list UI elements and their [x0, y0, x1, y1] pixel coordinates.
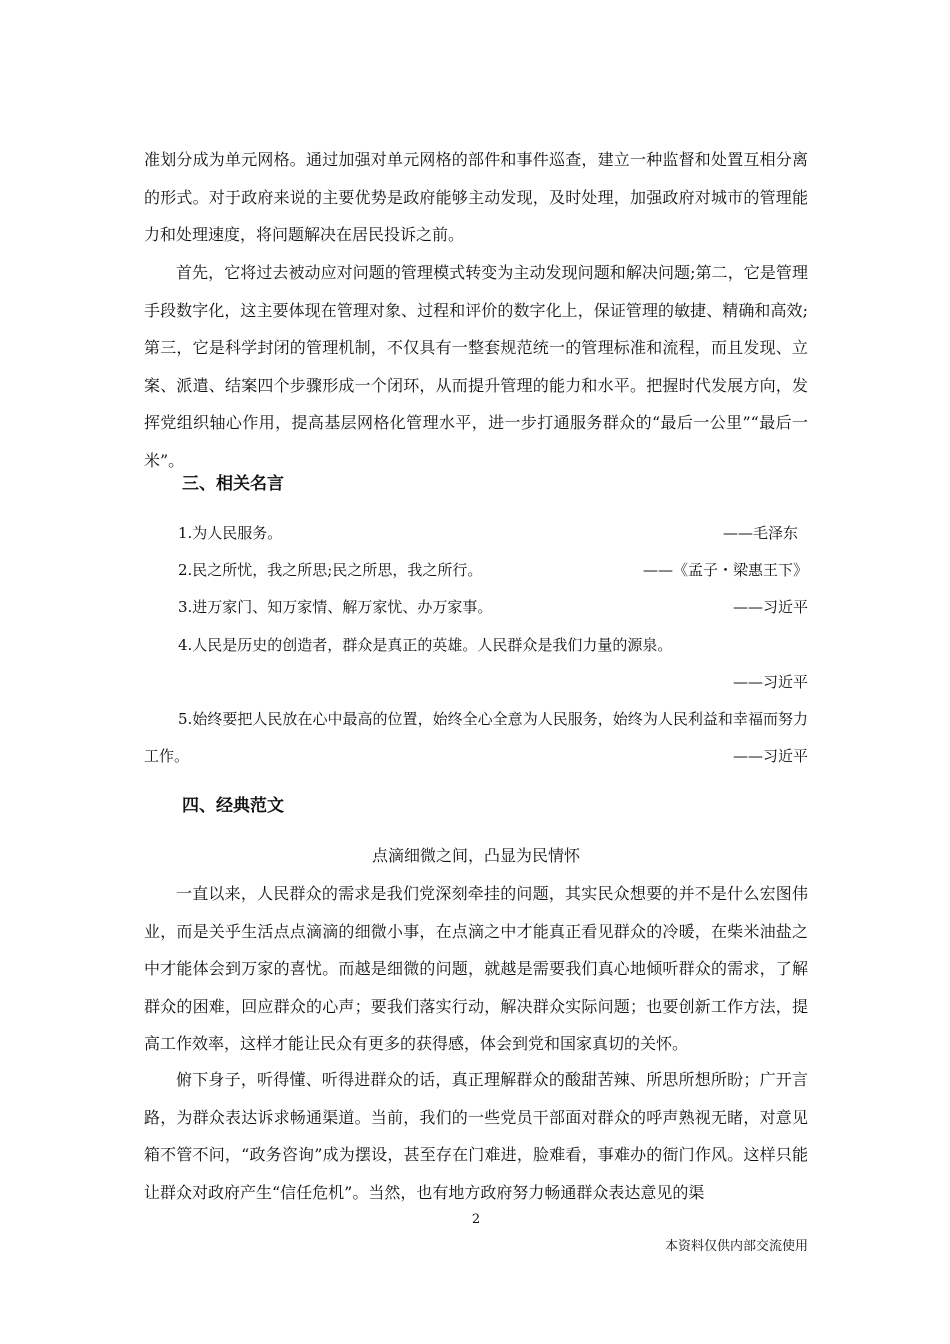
section-heading-essay: 四、经典范文 [182, 796, 284, 816]
section-heading-quotes: 三、相关名言 [182, 474, 284, 494]
quote-author: ——毛泽东 [722, 524, 798, 542]
quote-text: 5.始终要把人民放在心中最高的位置，始终全心全意为人民服务，始终为人民利益和幸福而努力工作。 [144, 710, 808, 765]
quote-text: 4.人民是历史的创造者，群众是真正的英雄。人民群众是我们力量的源泉。 [178, 636, 673, 654]
essay-paragraph-2: 俯下身子，听得懂、听得进群众的话，真正理解群众的酸甜苦辣、所思所想所盼；广开言路，为群众表达诉求畅通渠道。当前，我们的一些党员干部面对群众的呼声熟视无睹，对意见箱不管不问，“政务咨询”成为摆设，甚至存在门难进，脸难看，事难办的衙门作风。这样只能让群众对政府产生“信任危机”。当然，也有地方政府努力畅通群众表达意见的渠 [144, 1070, 808, 1202]
footer-note: 本资料仅供内部交流使用 [664, 1239, 808, 1254]
quote-author: ——习近平 [732, 673, 808, 691]
quote-author-line [144, 743, 808, 769]
quote-author-line [144, 669, 808, 695]
quote-author: ——《孟子・梁惠王下》 [642, 561, 808, 579]
essay-paragraph-1: 一直以来，人民群众的需求是我们党深刻牵挂的问题，其实民众想要的并不是什么宏图伟业，而是关乎生活点点滴滴的细微小事，在点滴之中才能真正看见群众的冷暖，在柴米油盐之中才能体会到万家的喜忧。而越是细微的问题，就越是需要我们真心地倾听群众的需求，了解群众的困难，回应群众的心声；要我们落实行动，解决群众实际问题；也要创新工作方法，提高工作效率，这样才能让民众有更多的获得感，体会到党和国家真切的关怀。 [144, 884, 808, 1053]
quote-item [144, 594, 808, 620]
intro-paragraph-2: 首先，它将过去被动应对问题的管理模式转变为主动发现问题和解决问题;第二，它是管理手段数字化，这主要体现在管理对象、过程和评价的数字化上，保证管理的敏捷、精确和高效;第三，它是科学封闭的管理机制，不仅具有一整套规范统一的管理标准和流程，而且发现、立案、派遣、结案四个步骤形成一个闭环，从而提升管理的能力和水平。把握时代发展方向，发挥党组织轴心作用，提高基层网格化管理水平，进一步打通服务群众的“最后一公里”“最后一米”。 [144, 263, 808, 470]
quote-text: 1.为人民服务。 [178, 524, 283, 542]
intro-paragraph-1: 准划分成为单元网格。通过加强对单元网格的部件和事件巡查，建立一种监督和处置互相分离的形式。对于政府来说的主要优势是政府能够主动发现，及时处理，加强政府对城市的管理能力和处理速度，将问题解决在居民投诉之前。 [144, 150, 808, 244]
page-number: 2 [471, 1212, 481, 1227]
quote-item [144, 557, 808, 583]
quote-author: ——习近平 [732, 598, 808, 616]
essay-title: 点滴细微之间，凸显为民情怀 [371, 846, 580, 865]
quote-text: 2.民之所忧，我之所思;民之所思，我之所行。 [178, 561, 483, 579]
quote-text: 3.进万家门、知万家情、解万家忧、办万家事。 [178, 598, 493, 616]
quote-author: ——习近平 [732, 747, 808, 765]
quote-item [144, 632, 808, 658]
quote-item [144, 520, 808, 546]
